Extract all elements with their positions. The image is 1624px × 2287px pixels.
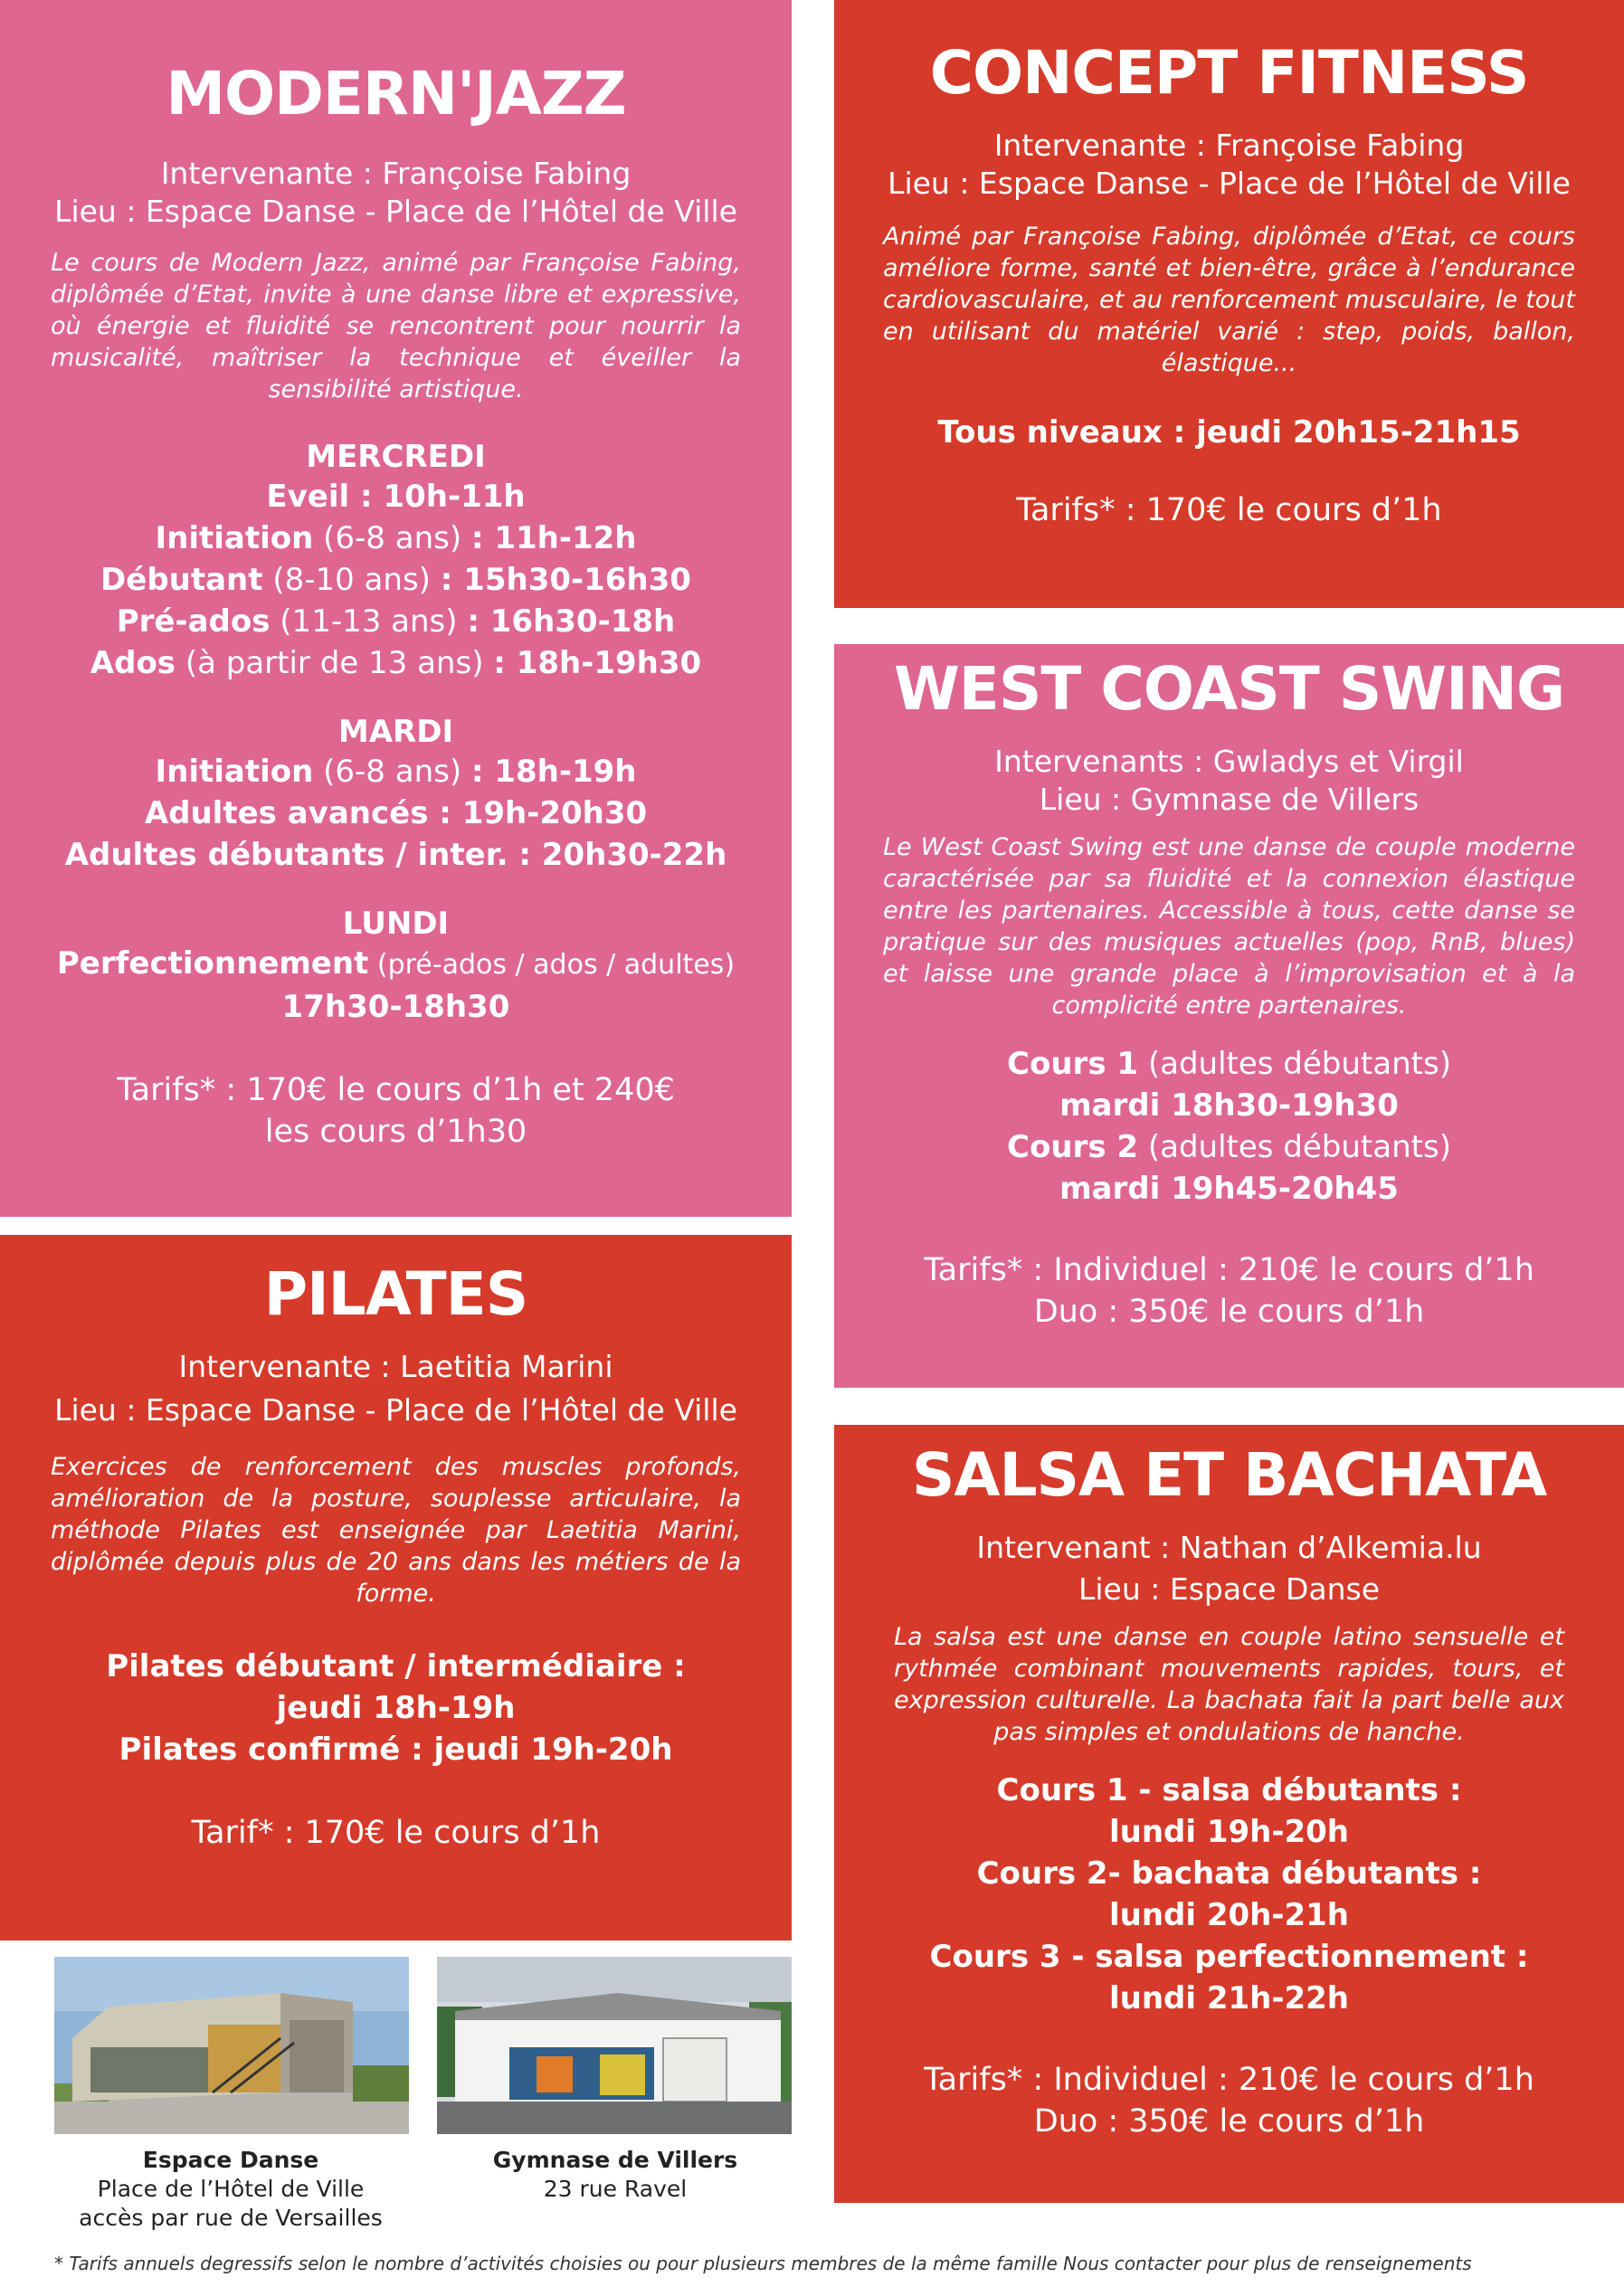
day-mercredi: MERCREDI xyxy=(306,438,486,475)
west-coast-intervenants: Intervenants : Gwladys et Virgil xyxy=(994,743,1464,779)
schedule-adultes-avances: Adultes avancés : 19h-20h30 xyxy=(144,794,648,831)
espace-danse-access: accès par rue de Versailles xyxy=(79,2205,383,2231)
day-mardi: MARDI xyxy=(337,713,454,750)
schedule-pre-ados: Pré-ados (11-13 ans) : 16h30-18h xyxy=(116,603,676,640)
salsa-line-2: lundi 19h-20h xyxy=(1108,1813,1350,1850)
modern-jazz-intervenant: Intervenante : Françoise Fabing xyxy=(160,155,632,191)
espace-danse-photo xyxy=(54,1957,409,2134)
pilates-intervenant: Intervenante : Laetitia Marini xyxy=(178,1348,613,1384)
gymnase-villers-photo xyxy=(437,1957,792,2134)
modern-jazz-price-2: les cours d’1h30 xyxy=(264,1113,527,1150)
west-coast-price-2: Duo : 350€ le cours d’1h xyxy=(1033,1293,1425,1330)
gymnase-villers-caption xyxy=(421,2146,810,2204)
concept-fitness-title: CONCEPT FITNESS xyxy=(929,38,1529,108)
schedule-ados: Ados (à partir de 13 ans) : 18h-19h30 xyxy=(90,644,702,681)
pilates-line-3: Pilates confirmé : jeudi 19h-20h xyxy=(119,1731,673,1768)
espace-danse-address: Place de l’Hôtel de Ville xyxy=(97,2176,365,2202)
salsa-line-4: lundi 20h-21h xyxy=(1108,1896,1350,1933)
west-coast-lieu: Lieu : Gymnase de Villers xyxy=(1039,781,1420,817)
salsa-line-5: Cours 3 - salsa perfectionnement : xyxy=(929,1938,1529,1975)
salsa-description: La salsa est une danse en couple latino sensuelle et rythmée combinant mouvements rapides, tours, et expression culturelle. La bachata fait la part belle aux pas simples et ondulations de hanche. xyxy=(894,1622,1564,1746)
concept-fitness-level: Tous niveaux : jeudi 20h15-21h15 xyxy=(937,413,1521,451)
pilates-description: Exercices de renforcement des muscles profonds, amélioration de la posture, souplesse articulaire, la méthode Pilates est enseignée par Laetitia Marini, diplômée depuis plus de 20 ans dans les métiers de la forme. xyxy=(51,1452,741,1608)
schedule-eveil: Eveil : 10h-11h xyxy=(266,478,526,515)
gymnase-villers-name: Gymnase de Villers xyxy=(492,2147,738,2173)
schedule-initiation-mardi: Initiation (6-8 ans) : 18h-19h xyxy=(155,753,637,790)
pilates-price: Tarif* : 170€ le cours d’1h xyxy=(191,1814,601,1851)
pilates-line-2: jeudi 18h-19h xyxy=(276,1689,516,1726)
west-coast-price-1: Tarifs* : Individuel : 210€ le cours d’1h xyxy=(924,1251,1534,1288)
footnote: * Tarifs annuels degressifs selon le nombre d’activités choisies ou pour plusieurs membres de la même famille Nous contacter pour plus de renseignements xyxy=(54,2253,1472,2274)
west-coast-course-2: Cours 2 (adultes débutants) xyxy=(1007,1128,1451,1165)
salsa-price-1: Tarifs* : Individuel : 210€ le cours d’1h xyxy=(924,2061,1534,2098)
concept-fitness-panel xyxy=(834,0,1624,608)
modern-jazz-price-1: Tarifs* : 170€ le cours d’1h et 240€ xyxy=(117,1071,675,1108)
salsa-intervenant: Intervenant : Nathan d’Alkemia.lu xyxy=(976,1529,1482,1565)
salsa-line-3: Cours 2- bachata débutants : xyxy=(976,1855,1482,1892)
salsa-lieu: Lieu : Espace Danse xyxy=(1078,1571,1381,1607)
concept-fitness-description: Animé par Françoise Fabing, diplômée d’Etat, ce cours améliore forme, santé et bien-être, grâce à l’endurance cardiovasculaire, et au renforcement musculaire, le tout en utilisant du matériel varié : step, poids, ballon, élastique... xyxy=(883,222,1575,377)
espace-danse-name: Espace Danse xyxy=(142,2147,319,2173)
modern-jazz-title: MODERN'JAZZ xyxy=(166,59,626,128)
salsa-title: SALSA ET BACHATA xyxy=(911,1440,1547,1510)
modern-jazz-panel xyxy=(0,0,792,1217)
day-lundi: LUNDI xyxy=(342,905,450,942)
west-coast-course-1: Cours 1 (adultes débutants) xyxy=(1007,1045,1451,1082)
concept-fitness-price: Tarifs* : 170€ le cours d’1h xyxy=(1016,491,1442,528)
west-coast-panel xyxy=(834,644,1624,1388)
schedule-debutant: Débutant (8-10 ans) : 15h30-16h30 xyxy=(100,561,691,598)
concept-fitness-intervenant: Intervenante : Françoise Fabing xyxy=(993,127,1465,163)
west-coast-course-2-time: mardi 19h45-20h45 xyxy=(1059,1170,1399,1207)
espace-danse-caption xyxy=(36,2146,425,2233)
pilates-line-1: Pilates débutant / intermédiaire : xyxy=(106,1647,686,1684)
schedule-adultes-debutants: Adultes débutants / inter. : 20h30-22h xyxy=(64,836,727,873)
west-coast-title: WEST COAST SWING xyxy=(893,654,1565,724)
west-coast-description: Le West Coast Swing est une danse de couple moderne caractérisée par sa fluidité et la connexion élastique entre les partenaires. Accessible à tous, cette danse se pratique sur des musiques actuelles (pop, RnB, blues) et laisse une grande place à l’improvisation et à la complicité entre partenaires. xyxy=(883,832,1575,1020)
salsa-panel xyxy=(834,1425,1624,2203)
pilates-title: PILATES xyxy=(263,1259,528,1329)
salsa-price-2: Duo : 350€ le cours d’1h xyxy=(1033,2102,1425,2140)
schedule-initiation: Initiation (6-8 ans) : 11h-12h xyxy=(155,519,637,556)
modern-jazz-description: Le cours de Modern Jazz, animé par Françoise Fabing, diplômée d’Etat, invite à une danse libre et expressive, où énergie et fluidité se rencontrent pour nourrir la musicalité, maîtriser la technique et éveiller la sensibilité artistique. xyxy=(51,248,741,403)
modern-jazz-lieu: Lieu : Espace Danse - Place de l’Hôtel de Ville xyxy=(54,193,737,229)
concept-fitness-lieu: Lieu : Espace Danse - Place de l’Hôtel de Ville xyxy=(888,165,1571,201)
salsa-line-6: lundi 21h-22h xyxy=(1108,1979,1350,2017)
pilates-lieu: Lieu : Espace Danse - Place de l’Hôtel de Ville xyxy=(54,1391,737,1428)
gymnase-villers-address: 23 rue Ravel xyxy=(543,2176,688,2202)
west-coast-course-1-time: mardi 18h30-19h30 xyxy=(1059,1087,1399,1124)
salsa-line-1: Cours 1 - salsa débutants : xyxy=(996,1771,1462,1808)
pilates-panel xyxy=(0,1235,792,1941)
schedule-perfectionnement: Perfectionnement (pré-ados / ados / adultes) xyxy=(56,944,736,982)
schedule-perfectionnement-time: 17h30-18h30 xyxy=(281,988,510,1025)
